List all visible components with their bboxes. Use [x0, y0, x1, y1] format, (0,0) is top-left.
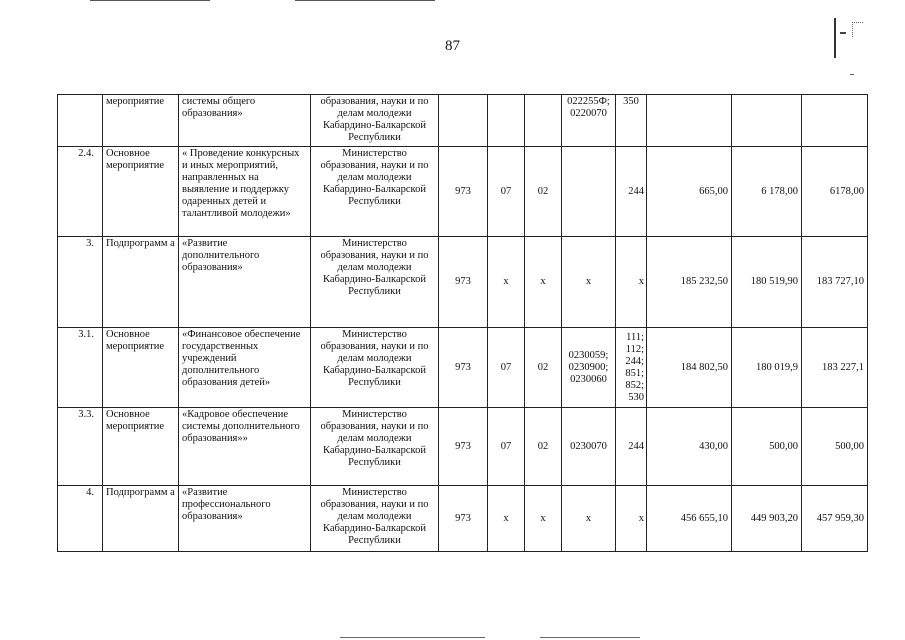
row-name: системы общего образования» [179, 95, 311, 147]
row-year3: 183 227,1 [802, 328, 868, 408]
row-year3 [802, 95, 868, 147]
row-target-article: 0230059; 0230900; 0230060 [562, 328, 616, 408]
row-year1: 185 232,50 [647, 237, 732, 328]
row-expense-type: х [616, 237, 647, 328]
scan-marks [820, 12, 880, 82]
row-year3: 6178,00 [802, 147, 868, 237]
row-target-article: х [562, 486, 616, 552]
row-expense-type: 350 [616, 95, 647, 147]
row-type: Основное мероприятие [103, 147, 179, 237]
row-year1: 184 802,50 [647, 328, 732, 408]
row-number: 3.3. [58, 408, 103, 486]
row-grbs: 973 [439, 237, 488, 328]
row-year1: 665,00 [647, 147, 732, 237]
row-year2: 180 519,90 [732, 237, 802, 328]
row-subsection: 02 [525, 328, 562, 408]
row-type: Основное мероприятие [103, 408, 179, 486]
row-type: мероприятие [103, 95, 179, 147]
row-organization: Министерство образования, науки и по делам молодежи Кабардино-Балкарской Республики [311, 486, 439, 552]
row-expense-type: 111; 112; 244; 851; 852; 530 [616, 328, 647, 408]
table-row [58, 237, 868, 328]
row-section: х [488, 486, 525, 552]
row-name: «Развитие дополнительного образования» [179, 237, 311, 328]
row-subsection: 02 [525, 408, 562, 486]
top-rule-right [295, 0, 435, 1]
table-row [58, 147, 868, 237]
row-organization: Министерство образования, науки и по делам молодежи Кабардино-Балкарской Республики [311, 328, 439, 408]
row-grbs: 973 [439, 328, 488, 408]
row-section: 07 [488, 147, 525, 237]
row-type: Подпрограмм а [103, 486, 179, 552]
row-name: «Кадровое обеспечение системы дополнительного образования»» [179, 408, 311, 486]
row-target-article: 0230070 [562, 408, 616, 486]
row-subsection: 02 [525, 147, 562, 237]
table-row [58, 95, 868, 147]
row-subsection [525, 95, 562, 147]
row-year2: 500,00 [732, 408, 802, 486]
row-name: «Финансовое обеспечение государственных учреждений дополнительного образования детей» [179, 328, 311, 408]
row-year2: 449 903,20 [732, 486, 802, 552]
row-year3: 457 959,30 [802, 486, 868, 552]
row-number: 4. [58, 486, 103, 552]
row-type: Основное мероприятие [103, 328, 179, 408]
row-year2: 6 178,00 [732, 147, 802, 237]
row-section: х [488, 237, 525, 328]
row-year2: 180 019,9 [732, 328, 802, 408]
row-expense-type: 244 [616, 147, 647, 237]
row-target-article [562, 147, 616, 237]
row-number [58, 95, 103, 147]
row-organization: Министерство образования, науки и по делам молодежи Кабардино-Балкарской Республики [311, 237, 439, 328]
row-year1: 430,00 [647, 408, 732, 486]
row-grbs: 973 [439, 408, 488, 486]
row-year3: 183 727,10 [802, 237, 868, 328]
bottom-rule-right [540, 637, 640, 638]
row-number: 2.4. [58, 147, 103, 237]
table-row [58, 408, 868, 486]
row-year2 [732, 95, 802, 147]
page-number: 87 [445, 38, 460, 54]
table-row [58, 328, 868, 408]
row-year1: 456 655,10 [647, 486, 732, 552]
row-expense-type: х [616, 486, 647, 552]
row-name: « Проведение конкурсных и иных мероприятий, направленных на выявление и поддержку одаренных детей и талантливой молодежи» [179, 147, 311, 237]
budget-table [57, 94, 868, 552]
row-expense-type: 244 [616, 408, 647, 486]
row-grbs [439, 95, 488, 147]
row-section: 07 [488, 328, 525, 408]
row-number: 3. [58, 237, 103, 328]
row-year1 [647, 95, 732, 147]
bottom-rule-left [340, 637, 485, 638]
row-number: 3.1. [58, 328, 103, 408]
row-subsection: х [525, 237, 562, 328]
table-row [58, 486, 868, 552]
row-organization: Министерство образования, науки и по делам молодежи Кабардино-Балкарской Республики [311, 147, 439, 237]
row-grbs: 973 [439, 486, 488, 552]
row-year3: 500,00 [802, 408, 868, 486]
row-type: Подпрограмм а [103, 237, 179, 328]
row-target-article: х [562, 237, 616, 328]
row-grbs: 973 [439, 147, 488, 237]
row-section: 07 [488, 408, 525, 486]
row-name: «Развитие профессионального образования» [179, 486, 311, 552]
row-subsection: х [525, 486, 562, 552]
row-section [488, 95, 525, 147]
row-target-article: 022255Ф; 0220070 [562, 95, 616, 147]
row-organization: образования, науки и по делам молодежи Кабардино-Балкарской Республики [311, 95, 439, 147]
top-rule-left [90, 0, 210, 1]
row-organization: Министерство образования, науки и по делам молодежи Кабардино-Балкарской Республики [311, 408, 439, 486]
